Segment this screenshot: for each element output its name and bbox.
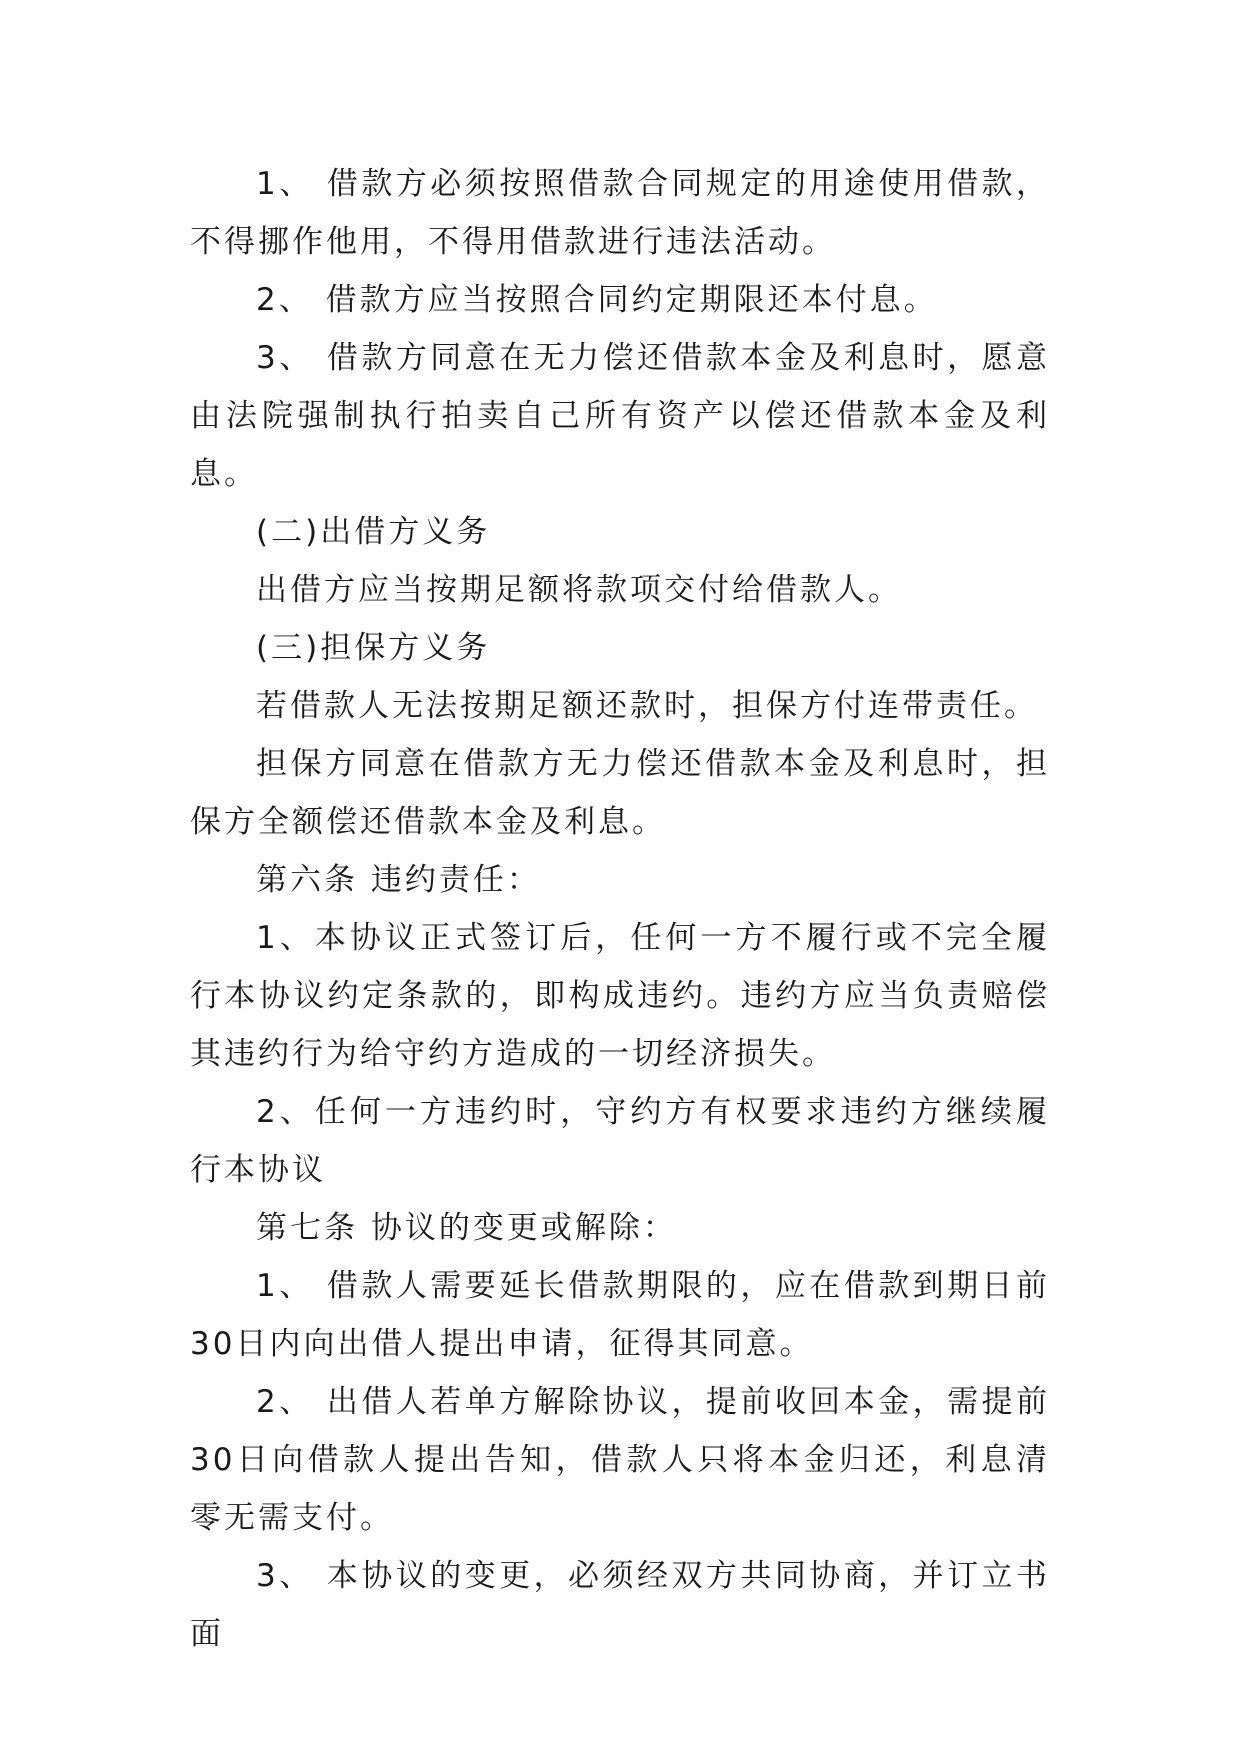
paragraph: 1、 借款方必须按照借款合同规定的用途使用借款，不得挪作他用，不得用借款进行违法活动。 — [190, 166, 1050, 260]
article-heading: 第六条 违约责任： — [256, 862, 541, 898]
paragraph: 2、 出借人若单方解除协议，提前收回本金，需提前 30日向借款人提出告知，借款人只将本金归还，利息清零无需支付。 — [190, 1384, 1050, 1536]
paragraph: 担保方同意在借款方无力偿还借款本金及利息时，担保方全额偿还借款本金及利息。 — [190, 746, 1050, 840]
paragraph: 出借方应当按期足额将款项交付给借款人。 — [256, 572, 902, 608]
paragraph: 3、 本协议的变更，必须经双方共同协商，并订立书面 — [190, 1558, 1050, 1652]
paragraph: 2、 借款方应当按照合同约定期限还本付息。 — [256, 282, 938, 318]
section-heading: (二)出借方义务 — [256, 514, 491, 550]
paragraph: 若借款人无法按期足额还款时，担保方付连带责任。 — [256, 688, 1038, 724]
paragraph: 1、本协议正式签订后，任何一方不履行或不完全履行本协议约定条款的，即构成违约。违约方应当负责赔偿其违约行为给守约方造成的一切经济损失。 — [190, 920, 1050, 1072]
paragraph: 3、 借款方同意在无力偿还借款本金及利息时，愿意由法院强制执行拍卖自己所有资产以偿还借款本金及利息。 — [190, 340, 1050, 492]
paragraph: 2、任何一方违约时，守约方有权要求违约方继续履行本协议 — [190, 1094, 1050, 1188]
paragraph: 1、 借款人需要延长借款期限的，应在借款到期日前30日内向出借人提出申请，征得其同意。 — [190, 1268, 1050, 1362]
section-heading: (三)担保方义务 — [256, 630, 491, 666]
document-body — [190, 155, 1050, 1663]
article-heading: 第七条 协议的变更或解除： — [256, 1210, 677, 1246]
